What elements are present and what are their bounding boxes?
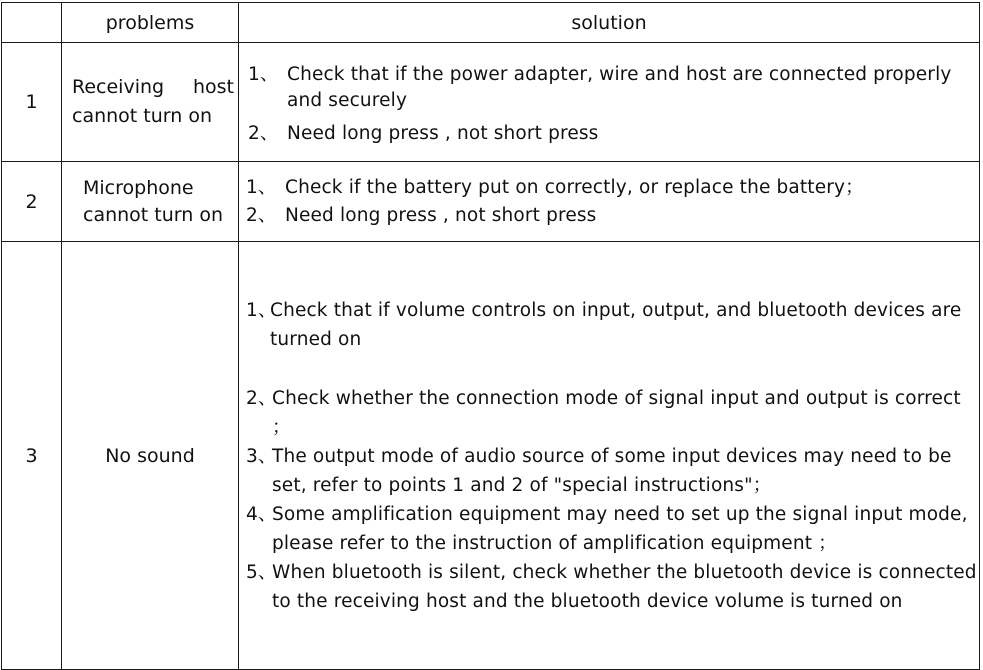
table-header-row xyxy=(2,3,980,43)
header-number xyxy=(2,3,62,43)
solution-item xyxy=(246,296,977,354)
problem-text: No sound xyxy=(105,444,195,467)
table-row xyxy=(2,43,980,162)
solution-item xyxy=(246,384,977,442)
problem-word: Receiving xyxy=(72,76,165,98)
problem-word: host xyxy=(192,76,234,98)
problem-text xyxy=(62,175,238,229)
problem-line: cannot turn on xyxy=(72,105,213,127)
problem-cell xyxy=(62,162,239,242)
solution-item xyxy=(246,558,977,616)
problem-line: cannot turn on xyxy=(83,203,224,226)
solution-item xyxy=(248,121,975,147)
solution-cell xyxy=(239,43,980,162)
solution-marker: 4、 xyxy=(246,503,277,525)
spacer xyxy=(246,354,977,384)
problem-text xyxy=(62,73,238,131)
row-number: 3 xyxy=(2,242,62,670)
solution-text: Check that if the power adapter, wire and host are connected properly and securely xyxy=(287,63,952,111)
solution-text: Some amplification equipment may need to set up the signal input mode, please refer to the instruction of amplification equipment ； xyxy=(272,503,968,554)
problem-cell xyxy=(62,43,239,162)
solution-item xyxy=(246,500,977,558)
solution-item xyxy=(248,62,975,114)
solution-marker: 1、 xyxy=(246,299,277,321)
solution-marker: 2、 xyxy=(248,122,279,144)
solution-marker: 3、 xyxy=(246,445,277,467)
solution-marker: 1、 xyxy=(248,63,279,85)
row-number: 2 xyxy=(2,162,62,242)
solution-marker: 2、 xyxy=(246,204,277,226)
solution-text: Need long press , not short press xyxy=(285,204,597,226)
solution-item xyxy=(246,174,975,202)
header-solution: solution xyxy=(239,3,980,43)
solution-cell xyxy=(239,242,980,670)
row-number: 1 xyxy=(2,43,62,162)
solution-item xyxy=(246,202,975,230)
solution-text: Need long press , not short press xyxy=(287,122,599,144)
solution-list xyxy=(239,58,979,147)
header-problems: problems xyxy=(62,3,239,43)
solution-cell xyxy=(239,162,980,242)
problem-cell xyxy=(62,242,239,670)
solution-text: Check that if volume controls on input, output, and bluetooth devices are turned on xyxy=(270,299,962,350)
solution-text: Check whether the connection mode of signal input and output is correct ； xyxy=(272,387,961,438)
troubleshooting-table xyxy=(1,2,980,670)
solution-list xyxy=(239,296,979,616)
problem-line: Microphone xyxy=(83,176,194,199)
solution-marker: 2、 xyxy=(246,387,277,409)
solution-list xyxy=(239,174,979,230)
solution-marker: 5、 xyxy=(246,561,277,583)
solution-text: When bluetooth is silent, check whether the bluetooth device is connected to the receiving host and the bluetooth device volume is turned on xyxy=(272,561,977,612)
table-row xyxy=(2,242,980,670)
solution-item xyxy=(246,442,977,500)
solution-marker: 1、 xyxy=(246,176,277,198)
solution-text: Check if the battery put on correctly, or replace the battery； xyxy=(285,176,864,198)
solution-text: The output mode of audio source of some input devices may need to be set, refer to points 1 and 2 of "special instructions"； xyxy=(272,445,952,496)
table-row xyxy=(2,162,980,242)
